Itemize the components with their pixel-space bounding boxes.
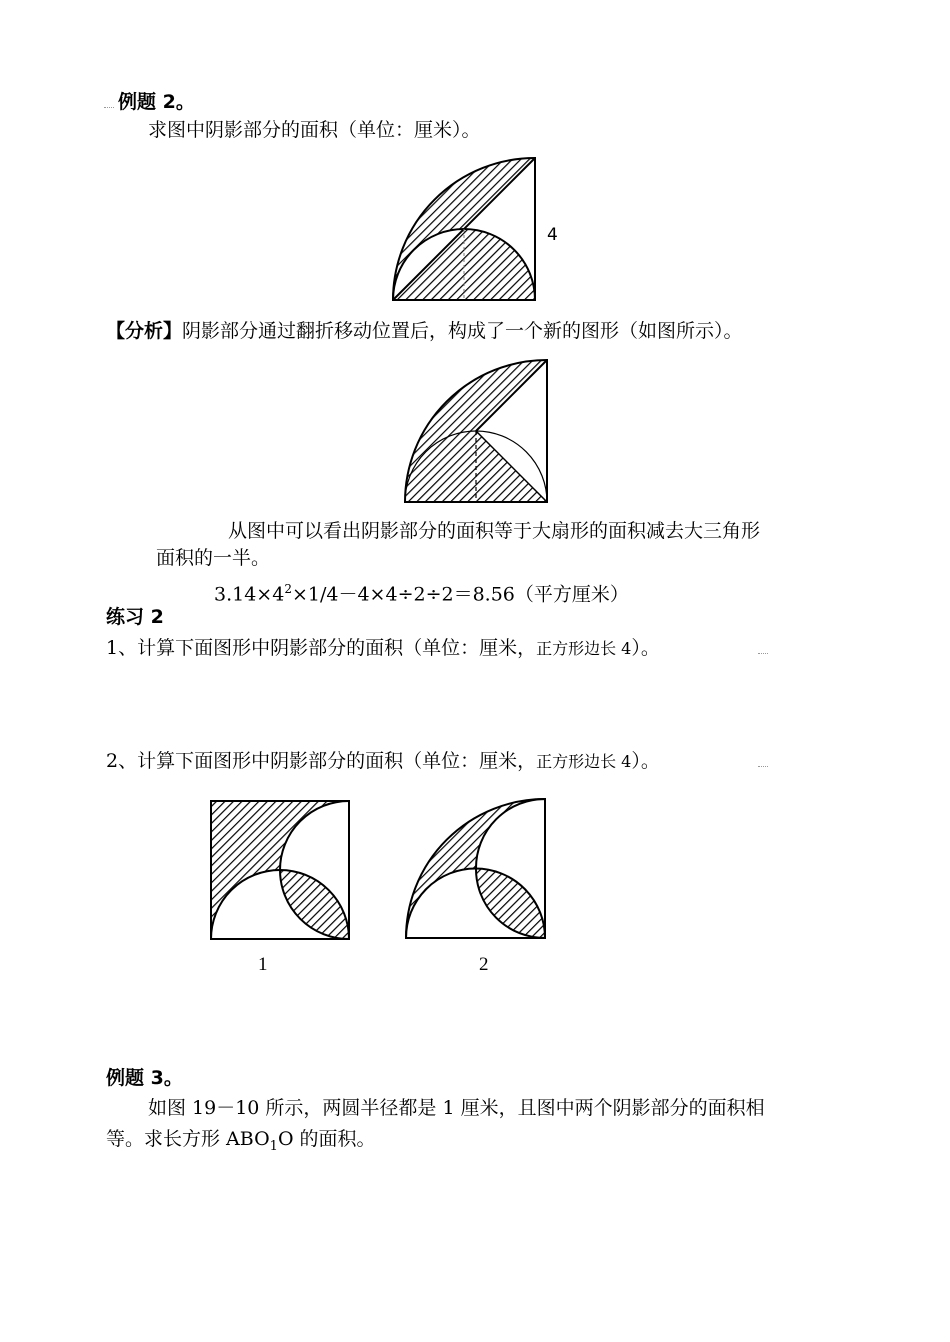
- analysis-conclusion-line-2: 面积的一半。: [156, 547, 271, 569]
- practice-q2-end: ）。: [631, 750, 660, 772]
- edit-mark: [758, 763, 768, 767]
- edit-mark: [758, 650, 768, 654]
- formula-exponent: 2: [284, 582, 292, 596]
- practice-figure-2-label: 2: [479, 954, 489, 975]
- example-3-line-2-a: 等。求长方形 ABO: [106, 1128, 270, 1150]
- analysis-text: 阴影部分通过翻折移动位置后，构成了一个新的图形（如图所示）。: [182, 320, 743, 342]
- practice-q1-note: 正方形边长 4: [536, 639, 632, 658]
- example-3-line-2: [106, 1126, 376, 1160]
- practice-question-1: [106, 635, 660, 662]
- analysis-conclusion-line-1: 从图中可以看出阴影部分的面积等于大扇形的面积减去大三角形: [228, 520, 761, 542]
- example-3-subscript: 1: [269, 1138, 278, 1154]
- example-2-question: 求图中阴影部分的面积（单位：厘米）。: [148, 119, 481, 141]
- analysis-tag: 【分析】: [106, 320, 183, 342]
- practice-figure-1: [205, 795, 355, 945]
- formula-part-b: ×1/4－4×4÷2÷2＝8.56（平方厘米）: [291, 583, 629, 606]
- practice-q1-end: ）。: [631, 637, 660, 659]
- practice-question-2: [106, 748, 660, 775]
- example-3-line-2-b: O 的面积。: [277, 1128, 376, 1150]
- edit-mark: [104, 104, 114, 108]
- practice-q2-text: 2、计算下面图形中阴影部分的面积（单位：厘米，: [106, 750, 537, 772]
- analysis-figure: [398, 350, 558, 510]
- practice-figure-1-label: 1: [258, 954, 268, 975]
- practice-title: 练习 2: [106, 606, 164, 628]
- practice-q2-note: 正方形边长 4: [536, 752, 632, 771]
- practice-figure-2: [400, 788, 555, 943]
- example-2-title: 例题 2。: [118, 91, 195, 113]
- analysis-formula: [214, 576, 629, 607]
- example-3-line-1: 如图 19－10 所示，两圆半径都是 1 厘米，且图中两个阴影部分的面积相: [148, 1097, 765, 1119]
- practice-q1-text: 1、计算下面图形中阴影部分的面积（单位：厘米，: [106, 637, 537, 659]
- figure-side-label: 4: [547, 225, 558, 245]
- example-3-title: 例题 3。: [106, 1067, 183, 1089]
- formula-part-a: 3.14×4: [214, 583, 285, 606]
